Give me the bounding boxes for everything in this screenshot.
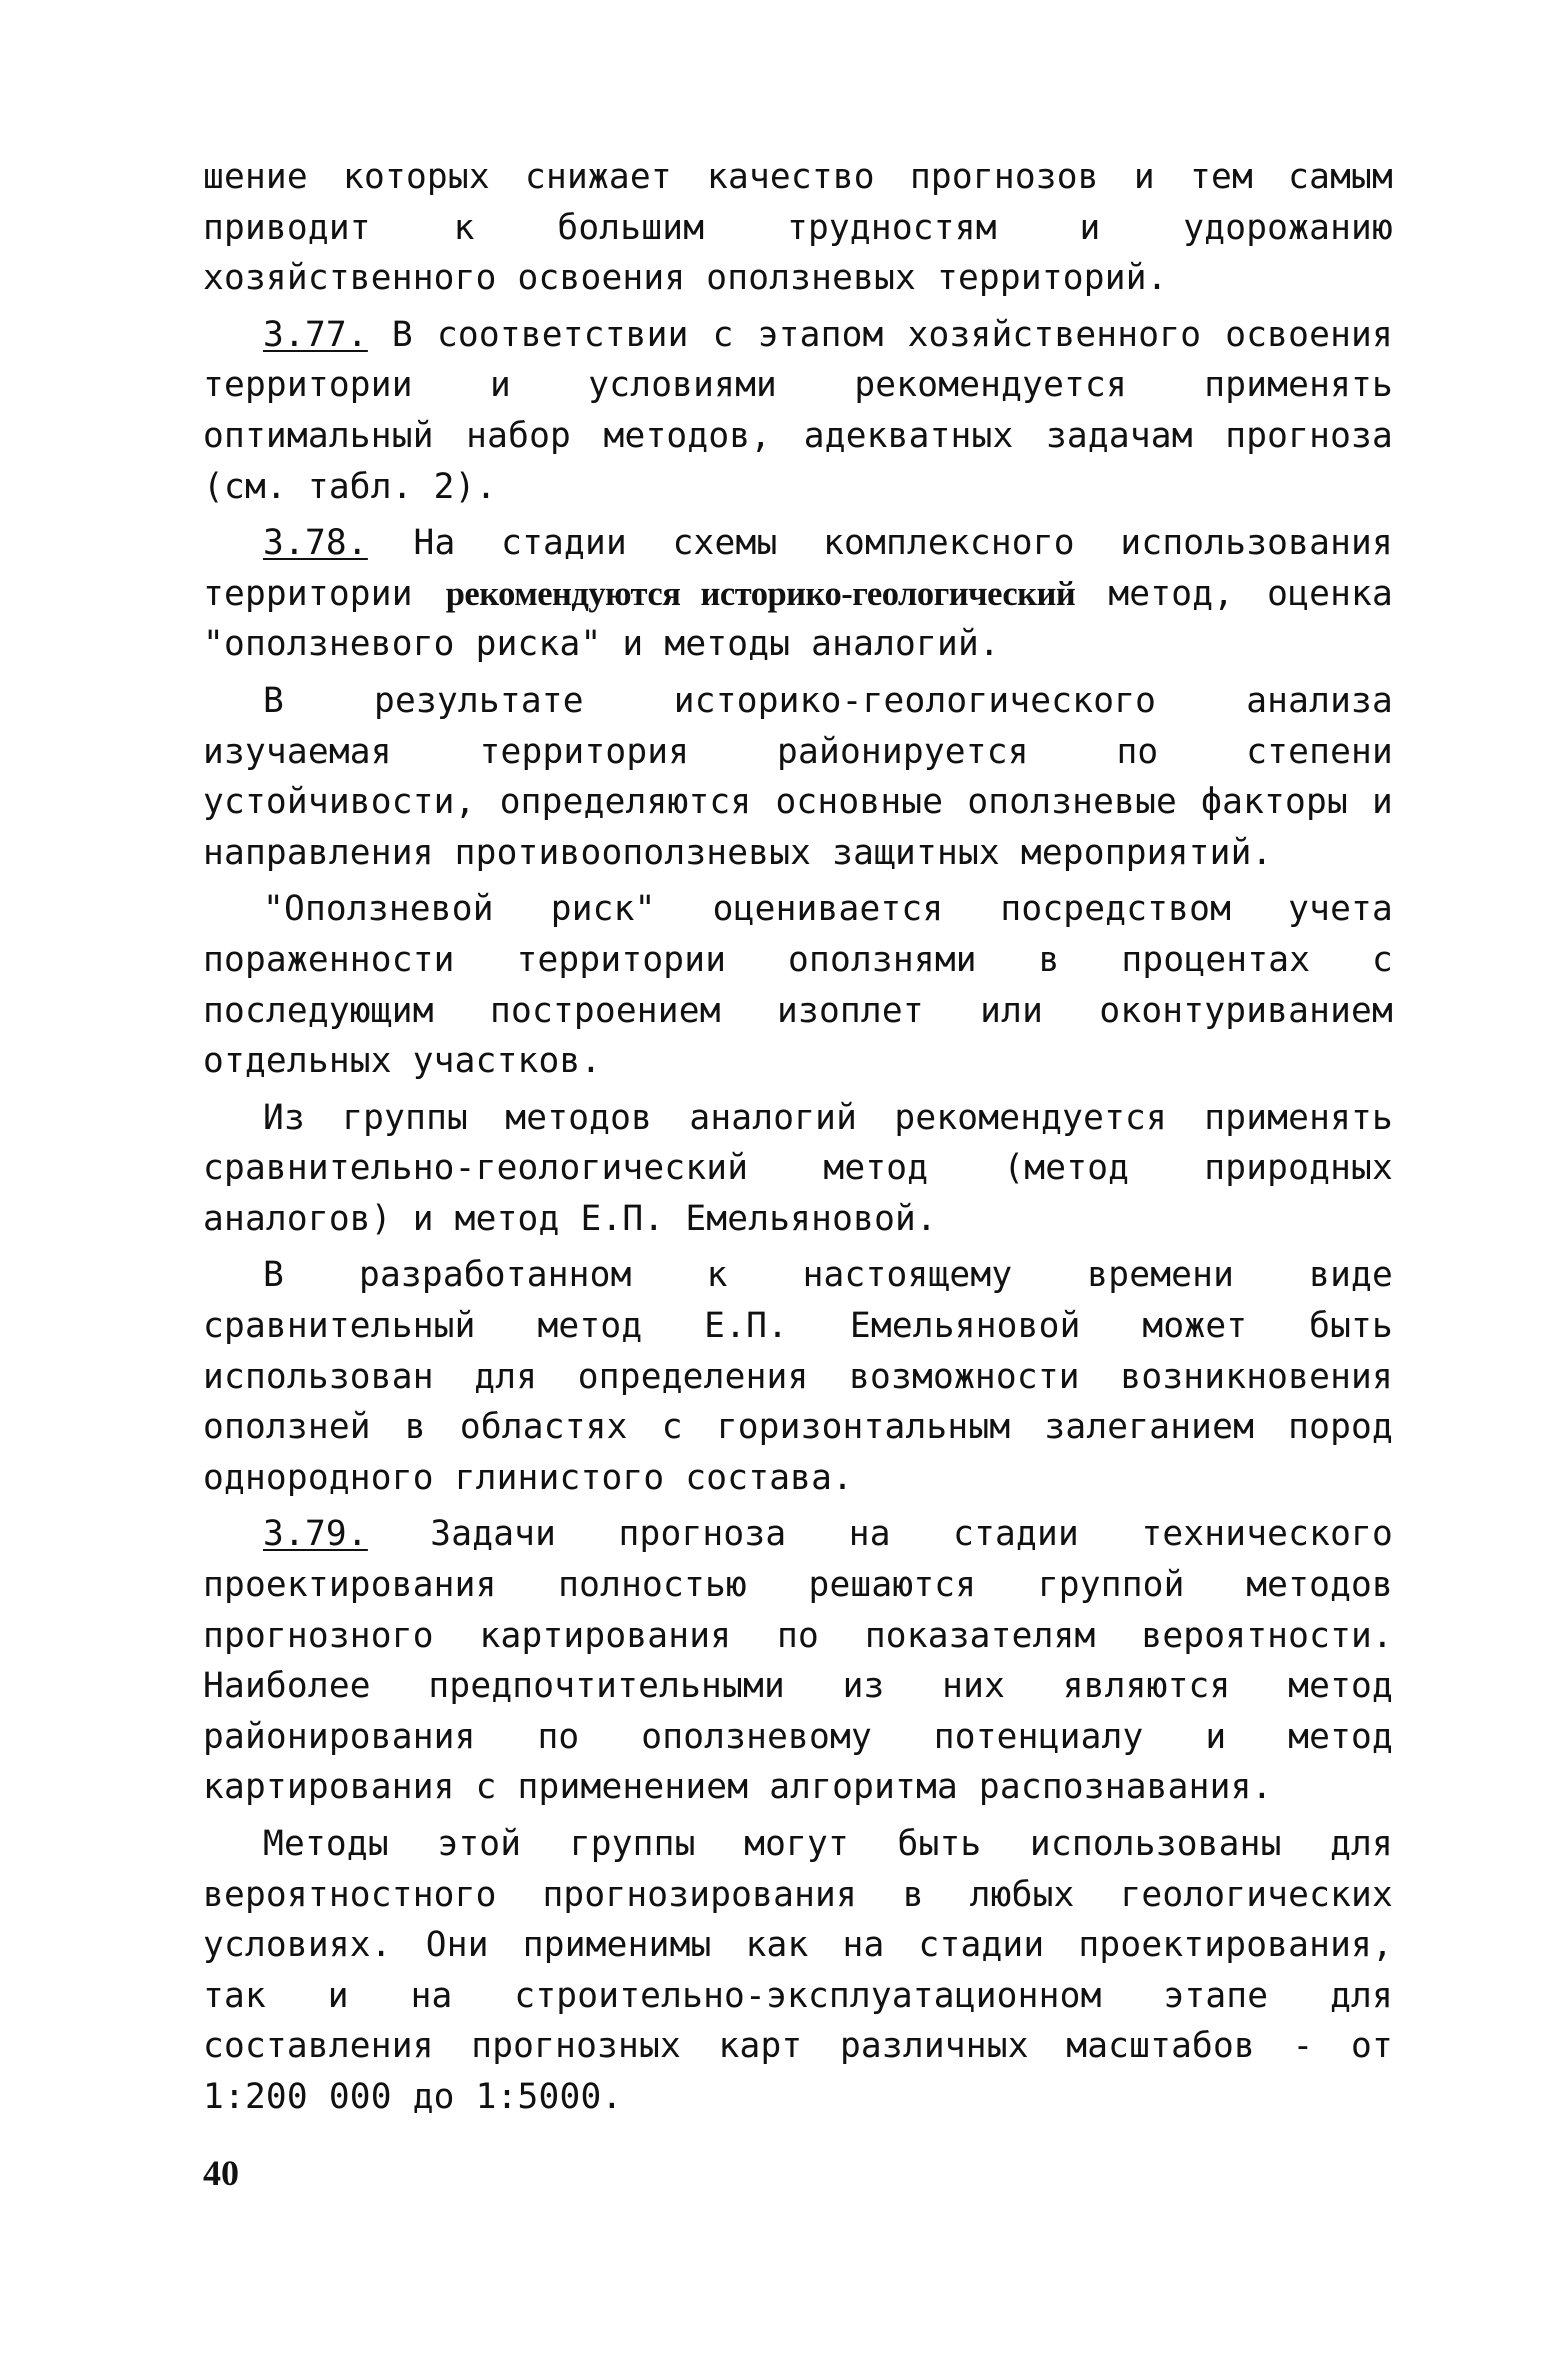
paragraph-text: На стадии схемы комплексного использования территории [203,523,1393,614]
section-number: 3.79. [263,1514,368,1555]
paragraph-text: В разработанном к настоящему времени виде сравнительный метод Е.П. Емельяновой может быть использован для определения возможности возникновения оползней в областях с горизонтальным залеганием пород однородного глинистого состава. [203,1255,1393,1498]
paragraph-text: Из группы методов аналогий рекомендуется применять сравнительно-геологический метод (метод природных аналогов) и метод Е.П. Емельяновой. [203,1097,1393,1239]
paragraph-3-77 [203,310,1393,512]
paragraph-text: В соответствии с этапом хозяйственного освоения территории и условиями рекомендуется применять оптимальный набор методов, адекватных задачам прогноза (см. табл. 2). [203,314,1393,507]
section-number: 3.77. [263,314,368,355]
paragraph-3-79 [203,1509,1393,1813]
paragraph-3-78 [203,518,1393,670]
paragraph-historical-analysis [203,676,1393,878]
paragraph-continuation [203,152,1393,304]
paragraph-analogy-methods [203,1093,1393,1245]
paragraph-comparative-method [203,1250,1393,1503]
body-text [203,152,1393,2129]
page-number: 40 [203,2153,239,2193]
paragraph-text: Методы этой группы могут быть использованы для вероятностного прогнозирования в любых геологических условиях. Они применимы как на стадии проектирования, так и на строительно-эксплуатационном этапе для составления прогнозных карт различных масштабов - от 1:200 000 до 1:5000. [203,1824,1393,2117]
paragraph-text: В результате историко-геологического анализа изучаемая территория районируется по степени устойчивости, определяются основные оползневые факторы и направления противооползневых защитных мероприятий. [203,680,1393,873]
paragraph-methods-group [203,1819,1393,2123]
paragraph-text: шение которых снижает качество прогнозов и тем самым приводит к большим трудностям и удорожанию хозяйственного освоения оползневых территорий. [203,157,1393,299]
paragraph-text: метод, оценка "оползневого риска" и методы аналогий. [203,573,1393,665]
paragraph-text: "Оползневой риск" оценивается посредством учета пораженности территории оползнями в процентах с последующим построением изоплет или оконтуриванием отдельных участков. [203,889,1393,1082]
bold-insert-text: рекомендуются историко-геологический [445,574,1076,613]
paragraph-landslide-risk [203,884,1393,1086]
paragraph-text: Задачи прогноза на стадии технического проектирования полностью решаются группой методов прогнозного картирования по показателям вероятности. Наиболее предпочтительными из них являются метод районирования по оползневому потенциалу и метод картирования с применением алгоритма распознавания. [203,1514,1393,1808]
section-number: 3.78. [263,523,368,564]
